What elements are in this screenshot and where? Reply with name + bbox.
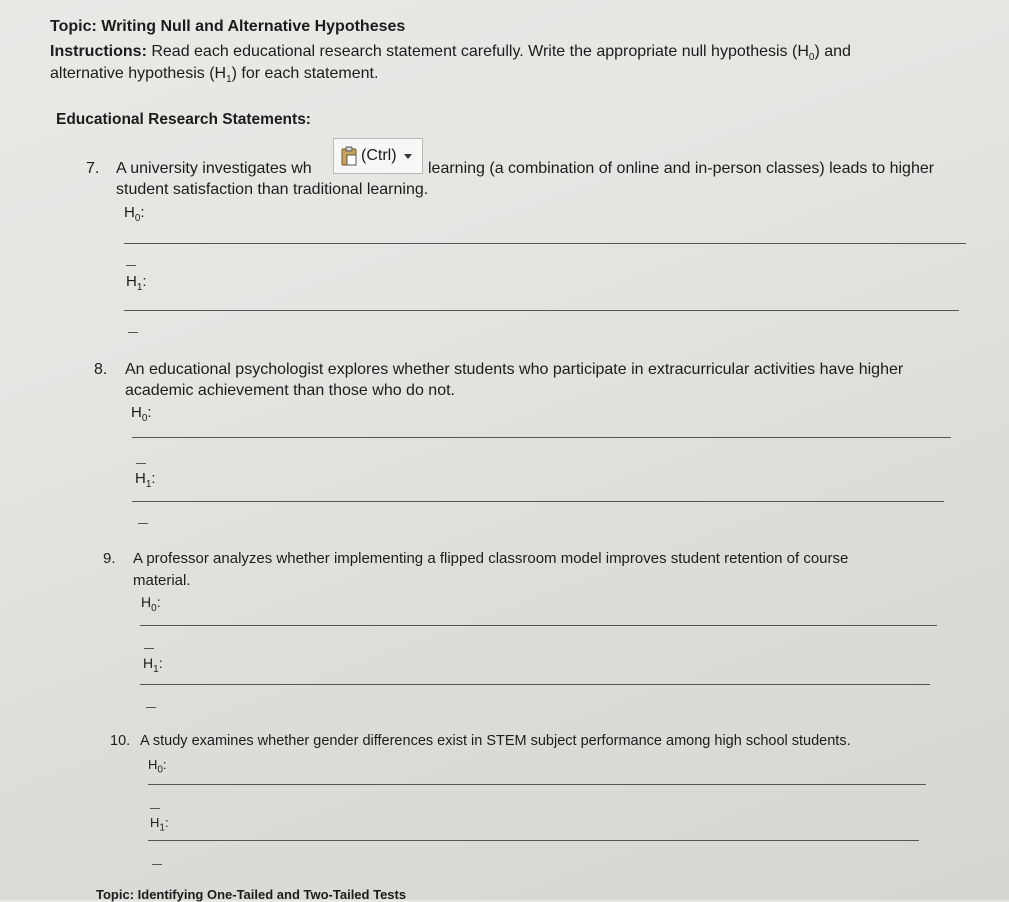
item-9-text-line1: A professor analyzes whether implementing a flipped classroom model improves student retention of course [133, 550, 849, 567]
item-8-h1-label: $H_1$: [135, 470, 156, 490]
item-10-text-line1: A study examines whether gender differences exist in STEM subject performance among high school students. [140, 733, 851, 749]
item-7-h0-label: $H_0$: [124, 204, 145, 224]
item-7-dash-2 [128, 332, 138, 333]
item-7-text-line2: student satisfaction than traditional learning. [116, 181, 429, 198]
instructions-line-2: alternative hypothesis $(H_1)$ for each statement. [50, 65, 379, 86]
item-8-dash-2 [138, 523, 148, 524]
instructions-line-1: Instructions: Read each educational research statement carefully. Write the appropriate null hypothesis $(H_0)$ and [50, 43, 851, 64]
item-9-dash [144, 648, 154, 649]
item-9-number: 9. [103, 550, 116, 567]
item-8-h0-answer-line[interactable] [132, 437, 951, 438]
item-9-dash-2 [146, 707, 156, 708]
paste-options-label: (Ctrl) [361, 147, 397, 164]
item-7-h1-label: $H_1$: [126, 273, 147, 293]
item-8-h0-label: $H_0$: [131, 404, 152, 424]
item-10-h1-answer-line[interactable] [148, 840, 919, 841]
item-10-h1-label: $H_1$: [150, 815, 169, 834]
next-topic-heading: Topic: Identifying One-Tailed and Two-Tailed Tests [96, 887, 407, 902]
item-10-dash [150, 808, 160, 809]
item-9-text-line2: material. [133, 572, 191, 589]
item-9-h1-answer-line[interactable] [140, 684, 930, 685]
topic-heading: Topic: Writing Null and Alternative Hypotheses [50, 18, 406, 35]
item-7-text-b: learning (a combination of online and in-person classes) leads to higher [428, 160, 935, 177]
item-8-number: 8. [94, 361, 108, 378]
item-8-dash [136, 463, 146, 464]
item-10-number: 10. [110, 733, 131, 749]
item-8-text-line1: An educational psychologist explores whether students who participate in extracurricular activities have higher [125, 361, 904, 378]
paste-options-button[interactable] [333, 138, 423, 174]
item-7-h1-answer-line[interactable] [124, 310, 959, 311]
item-10-h0-answer-line[interactable] [148, 784, 926, 785]
chevron-down-icon [404, 154, 412, 159]
item-10-dash-2 [152, 864, 162, 865]
item-9-h0-label: $H_0$: [141, 594, 161, 614]
item-9-h0-answer-line[interactable] [140, 625, 937, 626]
item-7-dash [126, 265, 136, 266]
item-10-h0-label: $H_0$: [148, 757, 167, 776]
item-8-text-line2: academic achievement than those who do not. [125, 382, 455, 399]
item-7-h0-answer-line[interactable] [124, 243, 966, 244]
item-7-text-a: A university investigates wh [116, 160, 312, 177]
instructions-label: Instructions: [50, 43, 147, 60]
clipboard-icon [340, 146, 358, 166]
item-7-number: 7. [86, 160, 100, 177]
item-9-h1-label: $H_1$: [143, 655, 163, 675]
item-8-h1-answer-line[interactable] [132, 501, 944, 502]
section-heading: Educational Research Statements: [56, 111, 311, 128]
